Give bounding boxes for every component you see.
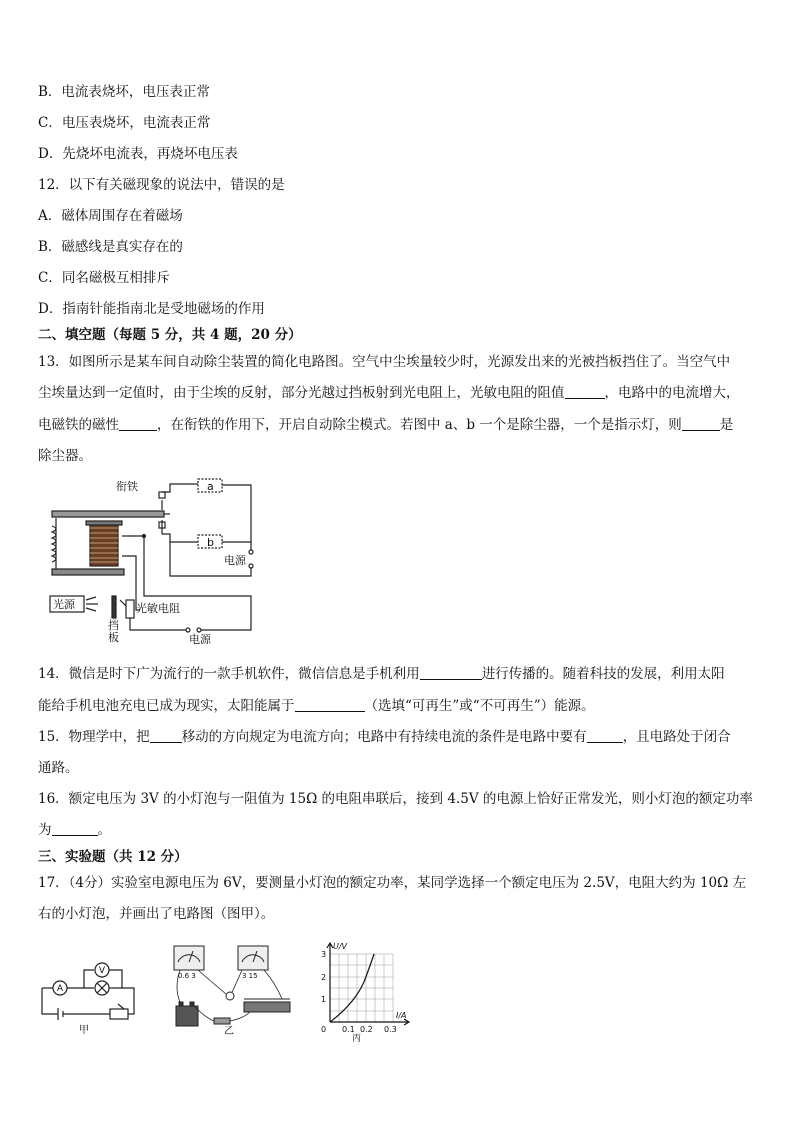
device-b-label: b — [207, 536, 214, 549]
q17-line-2: 右的小灯泡，并画出了电路图（图甲）。 — [38, 906, 275, 922]
figure-jia-circuit — [36, 934, 146, 1036]
q11-option-d: D．先烧坏电流表，再烧坏电压表 — [38, 146, 238, 162]
q17-line-1: 17．（4分）实验室电源电压为 6V，要测量小灯泡的额定功率，某同学选择一个额定电压为 2.5V，电阻大约为 10Ω 左 — [38, 875, 747, 891]
q14-text: 能给手机电池充电已成为现实，太阳能属于 — [38, 698, 295, 714]
q11-option-b: B．电流表烧坏，电压表正常 — [38, 84, 210, 100]
q13-text: ，在衔铁的作用下，开启自动除尘模式。若图中 a、b 一个是除尘器，一个是指示灯，则 — [157, 417, 682, 433]
figure-bing-ui-graph — [312, 940, 416, 1042]
q11-option-c: C．电压表烧坏，电流表正常 — [38, 115, 211, 131]
answer-blank — [682, 416, 720, 431]
figure-yi-label: 乙 — [224, 1026, 234, 1037]
answer-blank — [150, 728, 182, 743]
dust-removal-circuit-figure — [46, 478, 268, 644]
device-a-label: a — [207, 480, 214, 493]
q13-line-2 — [38, 384, 740, 402]
x-tick-0.3: 0.3 — [384, 1025, 397, 1034]
answer-blank — [420, 665, 482, 680]
q15-text: 移动的方向规定为电流方向；电路中有持续电流的条件是电路中要有 — [181, 729, 587, 745]
q13-line-1: 13．如图所示是某车间自动除尘装置的简化电路图。空气中尘埃量较少时，光源发出来的光被挡板挡住了。当空气中 — [38, 354, 731, 370]
x-tick-0.1: 0.1 — [342, 1025, 355, 1034]
q16-line-1: 16．额定电压为 3V 的小灯泡与一阻值为 15Ω 的电阻串联后，接到 4.5V 的电源上恰好正常发光，则小灯泡的额定功率 — [38, 791, 753, 807]
light-source-label: 光源 — [53, 598, 75, 611]
voltmeter-scale: 3 15 — [242, 972, 258, 980]
q12-option-c: C．同名磁极互相排斥 — [38, 270, 170, 286]
ammeter-scale: 0.6 3 — [178, 972, 196, 980]
y-tick-3: 3 — [321, 950, 327, 959]
figure-yi-apparatus — [170, 944, 300, 1038]
ammeter-label: A — [56, 984, 64, 994]
q12-option-a: A．磁体周围存在着磁场 — [38, 208, 183, 224]
q16-line-2 — [38, 821, 111, 839]
x-tick-0.2: 0.2 — [360, 1025, 373, 1034]
q12-option-d: D．指南针能指南北是受地磁场的作用 — [38, 301, 265, 317]
q16-text: 。 — [97, 822, 111, 838]
y-axis-label: U/V — [333, 942, 348, 951]
y-tick-2: 2 — [321, 973, 327, 982]
answer-blank — [295, 697, 365, 712]
q12-option-b: B．磁感线是真实存在的 — [38, 239, 183, 255]
q12-stem: 12．以下有关磁现象的说法中，错误的是 — [38, 177, 285, 193]
section-3-title: 三、实验题（共 12 分） — [38, 849, 188, 865]
q15-text: ，且电路处于闭合 — [622, 729, 731, 745]
armature-label: 衔铁 — [116, 480, 138, 493]
x-tick-0: 0 — [321, 1025, 327, 1034]
q14-text: （选填“可再生”或“不可再生”）能源。 — [364, 698, 595, 714]
q13-text: 尘埃量达到一定值时，由于尘埃的反射，部分光越过挡板射到光电阻上，光敏电阻的阻值 — [38, 385, 565, 401]
y-tick-1: 1 — [321, 995, 327, 1004]
q14-line-2 — [38, 697, 595, 715]
q14-line-1 — [38, 665, 725, 683]
figure-bing-label: 丙 — [352, 1034, 362, 1042]
q15-text: 15．物理学中，把 — [38, 729, 150, 745]
x-axis-label: I/A — [396, 1011, 407, 1020]
answer-blank — [587, 728, 623, 743]
answer-blank — [565, 384, 605, 399]
power-label-1: 电源 — [224, 554, 246, 567]
q14-text: 进行传播的。随着科技的发展，利用太阳 — [481, 666, 725, 682]
q14-text: 14．微信是时下广为流行的一款手机软件，微信信息是手机利用 — [38, 666, 420, 682]
answer-blank — [119, 416, 157, 431]
q16-text: 为 — [38, 822, 52, 838]
q13-text: 是 — [719, 417, 734, 433]
q15-line-1 — [38, 728, 731, 746]
q13-line-3 — [38, 416, 733, 434]
photoresistor-label: 光敏电阻 — [136, 602, 180, 615]
answer-blank — [52, 821, 98, 836]
q13-text: ，电路中的电流增大， — [604, 385, 740, 401]
q13-text: 电磁铁的磁性 — [38, 417, 119, 433]
power-label-2: 电源 — [189, 633, 211, 644]
baffle-label-2: 板 — [108, 631, 119, 644]
baffle-label-1: 挡 — [108, 619, 119, 632]
section-2-title: 二、填空题（每题 5 分，共 4 题，20 分） — [38, 327, 302, 343]
q13-line-4: 除尘器。 — [38, 448, 92, 464]
q15-line-2: 通路。 — [38, 760, 79, 776]
voltmeter-label: V — [98, 966, 106, 976]
figure-jia-label: 甲 — [79, 1025, 89, 1036]
